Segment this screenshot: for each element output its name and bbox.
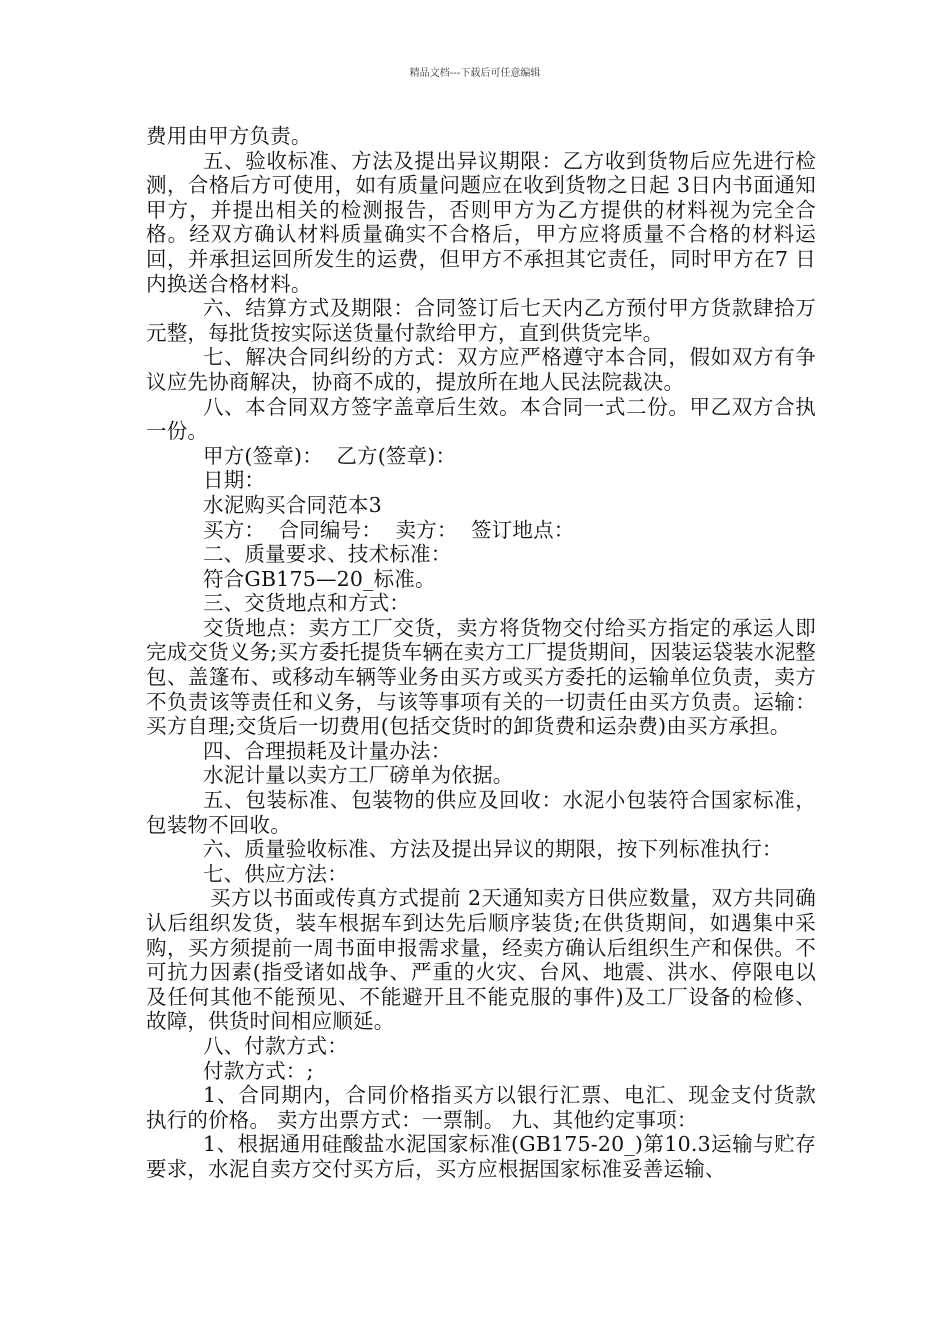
document-body bbox=[146, 124, 816, 1182]
paragraph: 七、供应方法： bbox=[203, 861, 348, 886]
paragraph: 六、质量验收标准、方法及提出异议的期限，按下列标准执行： bbox=[203, 837, 783, 862]
paragraph: 水泥购买合同范本3 bbox=[203, 492, 382, 517]
paragraph: 七、解决合同纠纷的方式：双方应严格遵守本合同，假如双方有争议应先协商解决，协商不成的，提放所在地人民法院裁决。 bbox=[146, 345, 816, 394]
paragraph: 五、验收标准、方法及提出异议期限：乙方收到货物后应先进行检测，合格后方可使用，如有质量问题应在收到货物之日起 3日内书面通知甲方，并提出相关的检测报告，否则甲方为乙方提供的材料视为完全合格。经双方确认材料质量确实不合格后，甲方应将质量不合格的材料运回，并承担运回所发生的运费，但甲方不承担其它责任，同时甲方在7 日内换送合格材料。 bbox=[146, 148, 816, 296]
paragraph: 1、合同期内，合同价格指买方以银行汇票、电汇、现金支付货款执行的价格。 卖方出票方式：一票制。 九、其他约定事项： bbox=[146, 1083, 816, 1132]
paragraph: 日期： bbox=[203, 468, 266, 493]
paragraph: 付款方式：; bbox=[203, 1058, 314, 1083]
paragraph: 六、结算方式及期限：合同签订后七天内乙方预付甲方货款肆拾万元整，每批货按实际送货量付款给甲方，直到供货完毕。 bbox=[146, 296, 816, 345]
paragraph: 八、付款方式： bbox=[203, 1033, 348, 1058]
paragraph: 八、本合同双方签字盖章后生效。本合同一式二份。甲乙双方合执一份。 bbox=[146, 394, 816, 444]
paragraph: 水泥计量以卖方工厂磅单为依据。 bbox=[203, 763, 514, 788]
paragraph: 二、质量要求、技术标准： bbox=[203, 542, 452, 567]
paragraph: 甲方(签章)： 乙方(签章)： bbox=[203, 443, 457, 468]
paragraph: 四、合理损耗及计量办法： bbox=[203, 738, 452, 763]
page-header-watermark: 精品文档---下载后可任意编辑 bbox=[409, 68, 541, 79]
paragraph: 交货地点：卖方工厂交货，卖方将货物交付给买方指定的承运人即完成交货义务;买方委托提货车辆在卖方工厂提货期间，因装运袋装水泥整包、盖篷布、或移动车辆等业务由买方或买方委托的运输单位负责，卖方不负责该等责任和义务，与该等事项有关的一切责任由买方负责。运输：买方自理;交货后一切费用(包括交货时的卸货费和运杂费)由买方承担。 bbox=[146, 615, 816, 739]
paragraph: 买方： 合同编号： 卖方： 签订地点： bbox=[203, 517, 575, 542]
paragraph: 三、交货地点和方式： bbox=[203, 591, 410, 616]
paragraph: 买方以书面或传真方式提前 2天通知卖方日供应数量，双方共同确认后组织发货，装车根据车到达先后顺序装货;在供货期间，如遇集中采购，买方须提前一周书面申报需求量，经卖方确认后组织生产和保供。不可抗力因素(指受诸如战争、严重的火灾、台风、地震、洪水、停限电以及任何其他不能预见、不能避开且不能克服的事件)及工厂设备的检修、故障，供货时间相应顺延。 bbox=[146, 886, 817, 1034]
paragraph: 符合GB175—20_标准。 bbox=[203, 566, 436, 591]
paragraph: 五、包装标准、包装物的供应及回收：水泥小包装符合国家标准，包装物不回收。 bbox=[146, 788, 816, 837]
paragraph: 1、根据通用硅酸盐水泥国家标准(GB175-20_)第10.3运输与贮存要求，水泥自卖方交付买方后，买方应根据国家标准妥善运输、 bbox=[146, 1132, 816, 1181]
paragraph: 费用由甲方负责。 bbox=[146, 124, 312, 148]
